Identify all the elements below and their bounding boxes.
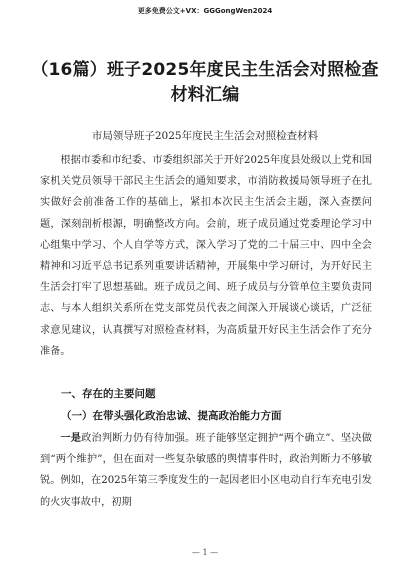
section-heading-1: 一、存在的主要问题 <box>61 388 156 400</box>
paragraph-lead: 一是 <box>60 432 82 444</box>
paragraph-text: 政治判断力仍有待加强。班子能够坚定拥护“两个确立”、坚决做到“两个维护”，但在面对一些复杂敏感的舆情事件时，政治判断力不够敏锐。例如，在2025年第三季度发生的一起因老旧小区电动自行车充电引发的火灾事故中，初期 <box>40 433 372 508</box>
document-title: （16篇）班子2025年度民主生活会对照检查材料汇编 <box>31 60 379 105</box>
document-subtitle: 市局领导班子2025年度民主生活会对照检查材料 <box>91 130 319 142</box>
header-banner: 更多免费公文+VX：GGGongWen2024 <box>137 7 273 15</box>
body-paragraph-2 <box>40 428 372 513</box>
body-paragraph-1: 根据市委和市纪委、市委组织部关于开好2025年度县处级以上党和国家机关党员领导干部民主生活会的通知要求，市消防救援局领导班子在扎实做好会前准备工作的基础上，紧扣本次民主生活会主题，深入查摆问题，深刻剖析根源，明确整改方向。会前，班子成员通过党委理论学习中心组集中学习、个人自学等方式，深入学习了党的二十届三中、四中全会精神和习近平总书记系列重要讲话精神，开展集中学习研讨，为开好民主生活会打牢了思想基础。班子成员之间、班子成员与分管单位主要负责同志、与本人组织关系所在党支部党员代表之间深入开展谈心谈话，广泛征求意见建议，认真撰写对照检查材料，为高质量开好民主生活会作了充分准备。 <box>40 155 372 357</box>
page-number: — 1 — <box>191 548 219 557</box>
section-heading-2: （一）在带头强化政治忠诚、提高政治能力方面 <box>61 410 282 422</box>
